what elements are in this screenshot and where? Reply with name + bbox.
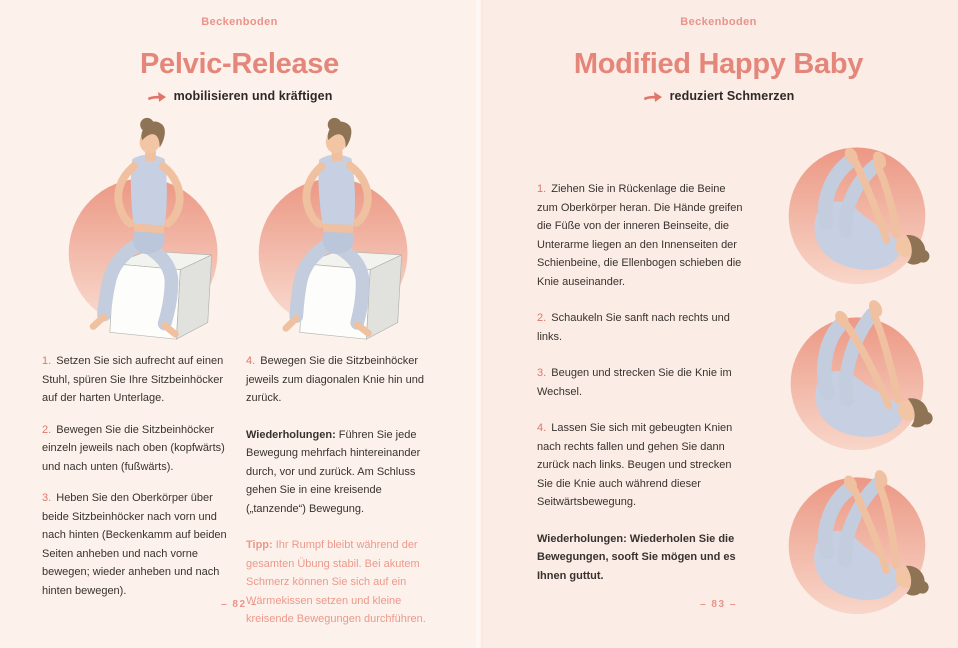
page-title: Modified Happy Baby [573,48,864,80]
repetitions-paragraph [537,530,749,586]
step-number: 1. [42,355,52,367]
step-number: 3. [42,492,52,504]
step-text: Schaukeln Sie sanft nach rechts und links. [537,312,730,343]
repetitions-text: Führen Sie jede Bewegung mehrfach hintereinander durch, vor und zurück. Am Schluss gehen Sie in eine kreisende („tanzende“) Bewegung. [246,428,421,515]
page-subtitle: mobilisieren und kräftigen [173,89,333,103]
step-number: 2. [537,312,547,324]
tip-text: Ihr Rumpf bleibt während der gesamten Übung stabil. Bei akutem Schmerz können Sie sich auf ein Wärmekissen setzen und kleine kreisende Bewegungen durchführen. [246,539,426,625]
step-4 [246,352,434,408]
step-text: Beugen und strecken Sie die Knie im Wechsel. [537,367,732,398]
page-title: Pelvic-Release [140,48,339,80]
step-number: 4. [246,355,256,367]
sitting-exercise-illustration-2 [252,112,422,347]
subtitle-row [0,89,479,103]
instruction-column [537,180,749,598]
arrow-right-icon [147,89,167,103]
repetitions-text: Wiederholen Sie die Bewegungen, sooft Sie mögen und es Ihnen guttut. [537,532,736,582]
step-text: Lassen Sie sich mit gebeugten Knien nach rechts fallen und gehen Sie dann zurück nach links. Beugen und strecken Sie die Knie auch während dieser Seitwärtsbewegung. [537,422,733,508]
step-text: Setzen Sie sich aufrecht auf einen Stuhl, spüren Sie Ihre Sitzbeinhöcker auf der harten Unterlage. [42,355,224,404]
step-number: 4. [537,422,547,434]
happy-baby-illustration-2 [763,290,951,454]
happy-baby-illustration-1 [763,126,951,290]
arrow-right-icon [643,89,663,103]
sitting-exercise-illustration-1 [64,112,234,347]
repetitions-paragraph [246,426,434,519]
step-number: 1. [537,183,547,195]
step-3 [537,364,749,401]
step-3 [42,489,230,600]
subtitle-row [479,89,958,103]
step-1 [42,352,230,408]
illustration-row [64,112,424,347]
chapter-header: Beckenboden [201,16,278,28]
page-right-modified-happy-baby [479,0,958,648]
step-1 [537,180,749,291]
step-text: Ziehen Sie in Rückenlage die Beine zum Oberkörper heran. Die Hände greifen die Füße von der inneren Beinseite, die Unterarme liegen an den Innenseiten der Schienbeine, die Ellenbogen schieben die Knie auseinander. [537,183,743,288]
step-number: 3. [537,367,547,379]
repetitions-label: Wiederholungen: [537,532,627,545]
tip-paragraph [246,536,434,629]
page-number: – 83 – [700,599,737,610]
repetitions-label: Wiederholungen: [246,428,336,441]
step-2 [537,309,749,346]
page-subtitle: reduziert Schmerzen [669,89,795,103]
step-2 [42,421,230,477]
illustration-column [763,126,953,618]
step-text: Bewegen Sie die Sitzbeinhöcker einzeln jeweils nach oben (kopfwärts) und nach unten (fußwärts). [42,423,225,473]
page-number: – 82 – [221,599,258,610]
step-number: 2. [42,423,52,436]
happy-baby-illustration-3 [763,454,951,618]
chapter-header: Beckenboden [680,16,757,28]
step-text: Bewegen Sie die Sitzbeinhöcker jeweils zum diagonalen Knie hin und zurück. [246,355,424,404]
step-text: Heben Sie den Oberkörper über beide Sitzbeinhöcker nach vorn und nach hinten (Beckenkamm auf beiden Seiten anheben und nach vorne bewegen; wieder anheben und nach hinten bewegen). [42,492,227,597]
step-4 [537,419,749,512]
tip-label: Tipp: [246,539,273,551]
